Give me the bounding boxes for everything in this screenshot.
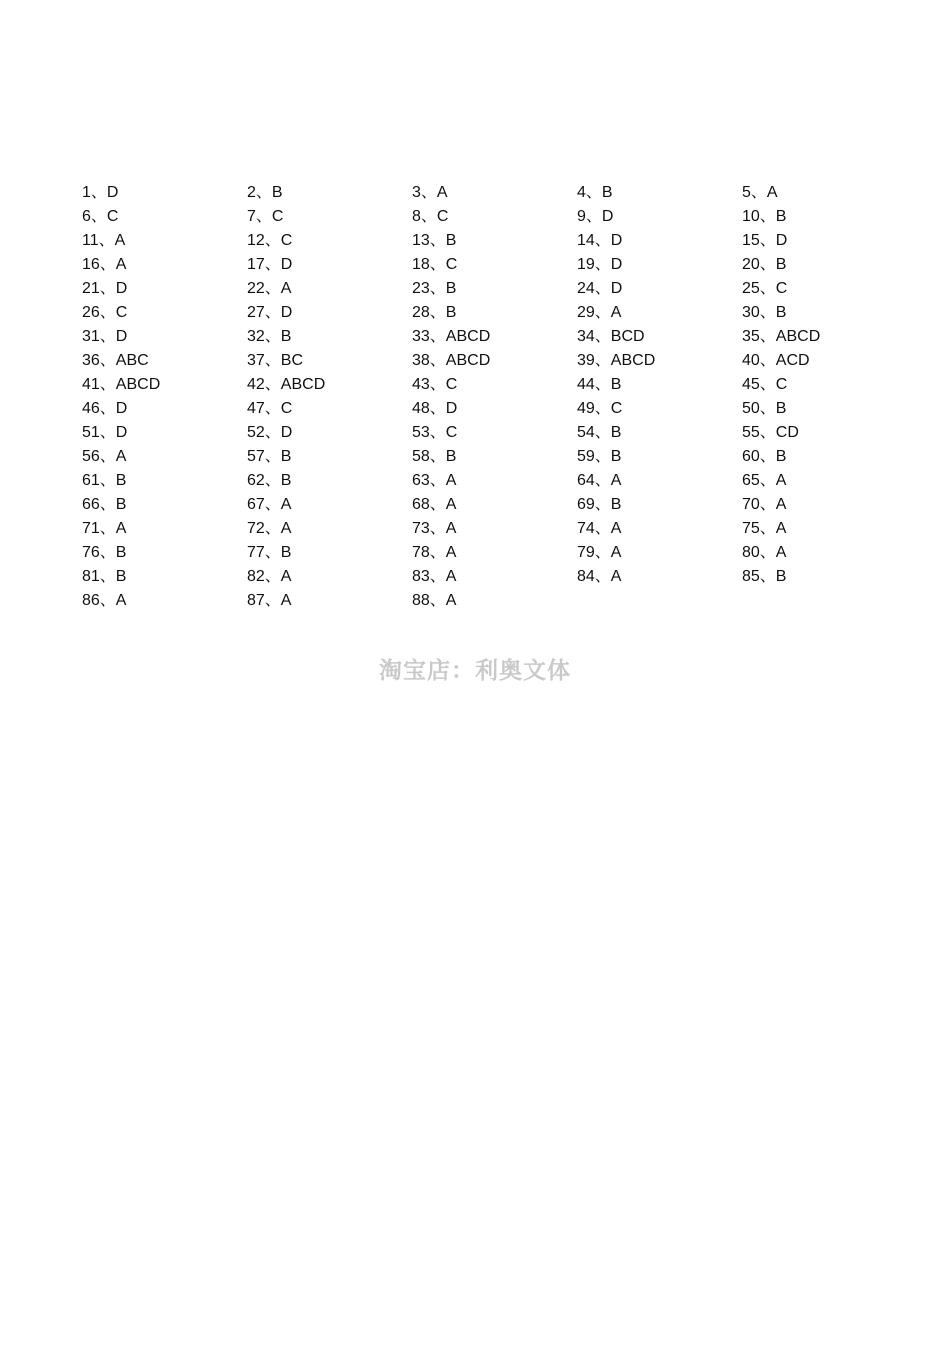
answer-item: 12、C: [247, 232, 293, 249]
answer-item: 81、B: [82, 568, 127, 585]
answer-item: 50、B: [742, 400, 787, 417]
answer-item: 22、A: [247, 280, 292, 297]
answer-item: 65、A: [742, 472, 787, 489]
answer-item: 74、A: [577, 520, 622, 537]
answer-item: 15、D: [742, 232, 788, 249]
answer-item: 71、A: [82, 520, 127, 537]
answer-item: 64、A: [577, 472, 622, 489]
answer-item: 6、C: [82, 208, 119, 225]
answer-item: 79、A: [577, 544, 622, 561]
answer-item: 7、C: [247, 208, 284, 225]
answer-item: 18、C: [412, 256, 458, 273]
answer-item: 55、CD: [742, 424, 799, 441]
answer-item: 10、B: [742, 208, 787, 225]
answer-item: 48、D: [412, 400, 458, 417]
answer-item: 83、A: [412, 568, 457, 585]
answer-item: 87、A: [247, 592, 292, 609]
answer-item: 73、A: [412, 520, 457, 537]
answer-item: 27、D: [247, 304, 293, 321]
answer-item: 67、A: [247, 496, 292, 513]
answer-item: 76、B: [82, 544, 127, 561]
answer-item: 75、A: [742, 520, 787, 537]
answer-item: 62、B: [247, 472, 292, 489]
answer-item: 31、D: [82, 328, 128, 345]
answer-item: 84、A: [577, 568, 622, 585]
answer-item: 63、A: [412, 472, 457, 489]
answer-item: 3、A: [412, 184, 448, 201]
answer-item: 42、ABCD: [247, 376, 326, 393]
answer-item: 85、B: [742, 568, 787, 585]
answer-item: 9、D: [577, 208, 614, 225]
answer-item: 24、D: [577, 280, 623, 297]
answer-item: 5、A: [742, 184, 778, 201]
answer-item: 49、C: [577, 400, 623, 417]
answer-item: 59、B: [577, 448, 622, 465]
answer-item: 46、D: [82, 400, 128, 417]
answer-item: 77、B: [247, 544, 292, 561]
answer-item: 69、B: [577, 496, 622, 513]
answer-item: 37、BC: [247, 352, 304, 369]
answer-item: 25、C: [742, 280, 788, 297]
answer-item: 66、B: [82, 496, 127, 513]
answer-item: 21、D: [82, 280, 128, 297]
answer-item: 4、B: [577, 184, 613, 201]
answer-item: 54、B: [577, 424, 622, 441]
answer-item: 40、ACD: [742, 352, 810, 369]
answer-item: 72、A: [247, 520, 292, 537]
answer-item: 68、A: [412, 496, 457, 513]
answer-item: 52、D: [247, 424, 293, 441]
answer-item: 16、A: [82, 256, 127, 273]
answer-item: 44、B: [577, 376, 622, 393]
answer-item: 29、A: [577, 304, 622, 321]
answer-item: 36、ABC: [82, 352, 149, 369]
answer-item: 8、C: [412, 208, 449, 225]
answer-item: 86、A: [82, 592, 127, 609]
answer-item: 61、B: [82, 472, 127, 489]
answer-item: 30、B: [742, 304, 787, 321]
answer-item: 33、ABCD: [412, 328, 491, 345]
answer-item: 60、B: [742, 448, 787, 465]
answer-item: 39、ABCD: [577, 352, 656, 369]
answer-item: 13、B: [412, 232, 457, 249]
answer-item: 57、B: [247, 448, 292, 465]
answer-item: 23、B: [412, 280, 457, 297]
answer-item: 78、A: [412, 544, 457, 561]
answer-item: 32、B: [247, 328, 292, 345]
answer-item: 19、D: [577, 256, 623, 273]
answer-item: 20、B: [742, 256, 787, 273]
answer-grid: [82, 181, 907, 613]
answer-item: 26、C: [82, 304, 128, 321]
answer-item: 28、B: [412, 304, 457, 321]
answer-item: 2、B: [247, 184, 283, 201]
answer-item: 41、ABCD: [82, 376, 161, 393]
answer-item: 80、A: [742, 544, 787, 561]
answer-item: 53、C: [412, 424, 458, 441]
answer-item: 1、D: [82, 184, 119, 201]
answer-item: 70、A: [742, 496, 787, 513]
answer-item: 38、ABCD: [412, 352, 491, 369]
answer-item: 11、A: [82, 232, 126, 249]
answer-item: 51、D: [82, 424, 128, 441]
answer-item: 43、C: [412, 376, 458, 393]
answer-item: 47、C: [247, 400, 293, 417]
answer-item: 17、D: [247, 256, 293, 273]
answer-item: 34、BCD: [577, 328, 645, 345]
answer-item: 82、A: [247, 568, 292, 585]
answer-item: 58、B: [412, 448, 457, 465]
answer-item: 45、C: [742, 376, 788, 393]
answer-item: 35、ABCD: [742, 328, 821, 345]
answer-item: 88、A: [412, 592, 457, 609]
watermark: 淘宝店：利奥文体: [379, 657, 571, 684]
answer-item: 56、A: [82, 448, 127, 465]
answer-item: 14、D: [577, 232, 623, 249]
